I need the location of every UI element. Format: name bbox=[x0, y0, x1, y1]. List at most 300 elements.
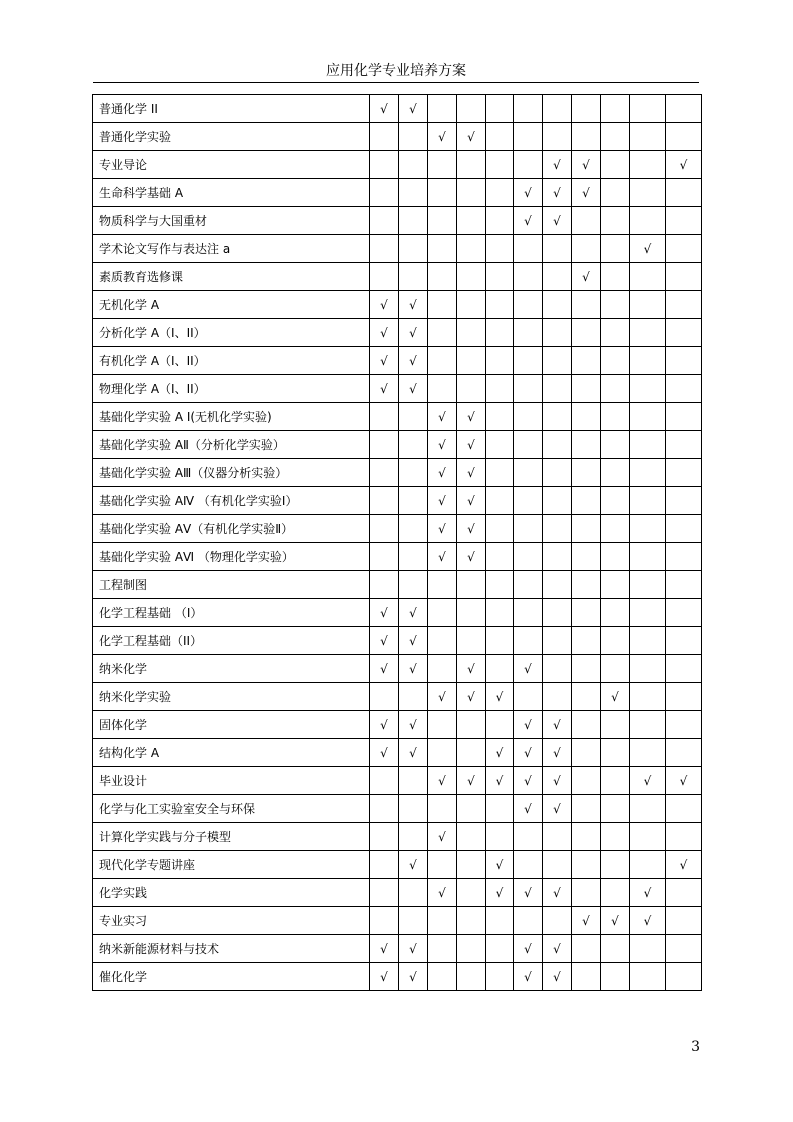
empty-cell bbox=[666, 739, 702, 767]
empty-cell bbox=[630, 263, 666, 291]
check-mark-cell: √ bbox=[399, 627, 428, 655]
empty-cell bbox=[486, 291, 514, 319]
empty-cell bbox=[630, 795, 666, 823]
table-row bbox=[93, 655, 702, 683]
table-row bbox=[93, 235, 702, 263]
empty-cell bbox=[601, 599, 630, 627]
check-mark-cell: √ bbox=[630, 879, 666, 907]
empty-cell bbox=[428, 571, 457, 599]
check-mark-cell: √ bbox=[399, 319, 428, 347]
course-name-cell: 专业实习 bbox=[93, 907, 370, 935]
empty-cell bbox=[601, 711, 630, 739]
course-name-cell: 催化化学 bbox=[93, 963, 370, 991]
empty-cell bbox=[399, 515, 428, 543]
course-name-cell: 分析化学 A（I、II） bbox=[93, 319, 370, 347]
empty-cell bbox=[370, 235, 399, 263]
table-row bbox=[93, 767, 702, 795]
empty-cell bbox=[486, 459, 514, 487]
empty-cell bbox=[572, 823, 601, 851]
empty-cell bbox=[370, 795, 399, 823]
empty-cell bbox=[601, 291, 630, 319]
table-row bbox=[93, 291, 702, 319]
empty-cell bbox=[457, 347, 486, 375]
empty-cell bbox=[370, 767, 399, 795]
check-mark-cell: √ bbox=[457, 515, 486, 543]
check-mark-cell: √ bbox=[666, 151, 702, 179]
check-mark-cell: √ bbox=[514, 207, 543, 235]
empty-cell bbox=[457, 823, 486, 851]
empty-cell bbox=[514, 907, 543, 935]
check-mark-cell: √ bbox=[486, 879, 514, 907]
empty-cell bbox=[601, 823, 630, 851]
empty-cell bbox=[370, 151, 399, 179]
empty-cell bbox=[514, 487, 543, 515]
empty-cell bbox=[630, 403, 666, 431]
empty-cell bbox=[399, 487, 428, 515]
empty-cell bbox=[428, 627, 457, 655]
empty-cell bbox=[666, 123, 702, 151]
empty-cell bbox=[399, 179, 428, 207]
empty-cell bbox=[457, 207, 486, 235]
course-name-cell: 化学工程基础 （I） bbox=[93, 599, 370, 627]
table-row bbox=[93, 95, 702, 123]
empty-cell bbox=[370, 683, 399, 711]
empty-cell bbox=[486, 571, 514, 599]
empty-cell bbox=[543, 627, 572, 655]
empty-cell bbox=[601, 123, 630, 151]
check-mark-cell: √ bbox=[428, 683, 457, 711]
empty-cell bbox=[630, 459, 666, 487]
check-mark-cell: √ bbox=[399, 95, 428, 123]
empty-cell bbox=[666, 347, 702, 375]
empty-cell bbox=[601, 627, 630, 655]
empty-cell bbox=[514, 319, 543, 347]
empty-cell bbox=[457, 963, 486, 991]
check-mark-cell: √ bbox=[428, 431, 457, 459]
course-objective-matrix bbox=[92, 94, 702, 991]
empty-cell bbox=[370, 403, 399, 431]
course-name-cell: 结构化学 A bbox=[93, 739, 370, 767]
empty-cell bbox=[399, 151, 428, 179]
empty-cell bbox=[572, 963, 601, 991]
check-mark-cell: √ bbox=[370, 711, 399, 739]
empty-cell bbox=[601, 879, 630, 907]
check-mark-cell: √ bbox=[486, 739, 514, 767]
empty-cell bbox=[601, 767, 630, 795]
empty-cell bbox=[601, 235, 630, 263]
check-mark-cell: √ bbox=[543, 179, 572, 207]
empty-cell bbox=[514, 823, 543, 851]
empty-cell bbox=[514, 291, 543, 319]
empty-cell bbox=[514, 515, 543, 543]
empty-cell bbox=[428, 95, 457, 123]
empty-cell bbox=[486, 627, 514, 655]
course-name-cell: 生命科学基础 A bbox=[93, 179, 370, 207]
empty-cell bbox=[630, 711, 666, 739]
empty-cell bbox=[601, 739, 630, 767]
empty-cell bbox=[428, 599, 457, 627]
empty-cell bbox=[486, 935, 514, 963]
empty-cell bbox=[428, 291, 457, 319]
empty-cell bbox=[486, 487, 514, 515]
empty-cell bbox=[399, 263, 428, 291]
check-mark-cell: √ bbox=[399, 655, 428, 683]
empty-cell bbox=[630, 151, 666, 179]
check-mark-cell: √ bbox=[370, 739, 399, 767]
empty-cell bbox=[572, 235, 601, 263]
empty-cell bbox=[666, 795, 702, 823]
course-name-cell: 基础化学实验 AⅣ （有机化学实验Ⅰ） bbox=[93, 487, 370, 515]
table-row bbox=[93, 319, 702, 347]
empty-cell bbox=[457, 599, 486, 627]
check-mark-cell: √ bbox=[428, 459, 457, 487]
empty-cell bbox=[457, 879, 486, 907]
empty-cell bbox=[457, 151, 486, 179]
empty-cell bbox=[543, 263, 572, 291]
check-mark-cell: √ bbox=[457, 123, 486, 151]
table-row bbox=[93, 515, 702, 543]
empty-cell bbox=[572, 599, 601, 627]
empty-cell bbox=[543, 319, 572, 347]
empty-cell bbox=[630, 291, 666, 319]
empty-cell bbox=[601, 431, 630, 459]
empty-cell bbox=[666, 235, 702, 263]
empty-cell bbox=[428, 263, 457, 291]
check-mark-cell: √ bbox=[514, 963, 543, 991]
course-name-cell: 计算化学实践与分子模型 bbox=[93, 823, 370, 851]
check-mark-cell: √ bbox=[399, 375, 428, 403]
empty-cell bbox=[543, 235, 572, 263]
empty-cell bbox=[486, 431, 514, 459]
course-name-cell: 纳米化学实验 bbox=[93, 683, 370, 711]
check-mark-cell: √ bbox=[572, 907, 601, 935]
empty-cell bbox=[666, 907, 702, 935]
empty-cell bbox=[486, 151, 514, 179]
empty-cell bbox=[572, 459, 601, 487]
empty-cell bbox=[666, 599, 702, 627]
empty-cell bbox=[543, 599, 572, 627]
empty-cell bbox=[543, 95, 572, 123]
empty-cell bbox=[601, 487, 630, 515]
empty-cell bbox=[666, 403, 702, 431]
check-mark-cell: √ bbox=[457, 459, 486, 487]
empty-cell bbox=[457, 627, 486, 655]
course-name-cell: 纳米新能源材料与技术 bbox=[93, 935, 370, 963]
empty-cell bbox=[457, 935, 486, 963]
check-mark-cell: √ bbox=[428, 823, 457, 851]
empty-cell bbox=[428, 963, 457, 991]
check-mark-cell: √ bbox=[514, 795, 543, 823]
empty-cell bbox=[370, 823, 399, 851]
empty-cell bbox=[630, 347, 666, 375]
course-name-cell: 无机化学 A bbox=[93, 291, 370, 319]
empty-cell bbox=[572, 879, 601, 907]
check-mark-cell: √ bbox=[399, 963, 428, 991]
empty-cell bbox=[486, 515, 514, 543]
empty-cell bbox=[514, 347, 543, 375]
page-header-title: 应用化学专业培养方案 bbox=[93, 60, 699, 83]
empty-cell bbox=[601, 459, 630, 487]
table-row bbox=[93, 459, 702, 487]
check-mark-cell: √ bbox=[543, 151, 572, 179]
course-name-cell: 基础化学实验 AⅤ（有机化学实验Ⅱ） bbox=[93, 515, 370, 543]
check-mark-cell: √ bbox=[370, 375, 399, 403]
check-mark-cell: √ bbox=[399, 851, 428, 879]
check-mark-cell: √ bbox=[666, 767, 702, 795]
check-mark-cell: √ bbox=[370, 655, 399, 683]
check-mark-cell: √ bbox=[370, 627, 399, 655]
check-mark-cell: √ bbox=[428, 487, 457, 515]
empty-cell bbox=[514, 431, 543, 459]
empty-cell bbox=[572, 375, 601, 403]
check-mark-cell: √ bbox=[457, 767, 486, 795]
course-name-cell: 化学实践 bbox=[93, 879, 370, 907]
empty-cell bbox=[543, 123, 572, 151]
empty-cell bbox=[630, 963, 666, 991]
empty-cell bbox=[486, 95, 514, 123]
empty-cell bbox=[572, 95, 601, 123]
empty-cell bbox=[399, 123, 428, 151]
check-mark-cell: √ bbox=[428, 543, 457, 571]
table-row bbox=[93, 823, 702, 851]
course-name-cell: 普通化学实验 bbox=[93, 123, 370, 151]
empty-cell bbox=[428, 179, 457, 207]
empty-cell bbox=[601, 515, 630, 543]
empty-cell bbox=[457, 319, 486, 347]
empty-cell bbox=[486, 711, 514, 739]
course-name-cell: 学术论文写作与表达注 a bbox=[93, 235, 370, 263]
empty-cell bbox=[572, 515, 601, 543]
empty-cell bbox=[666, 655, 702, 683]
empty-cell bbox=[370, 515, 399, 543]
empty-cell bbox=[601, 95, 630, 123]
empty-cell bbox=[543, 403, 572, 431]
empty-cell bbox=[514, 263, 543, 291]
empty-cell bbox=[399, 543, 428, 571]
course-name-cell: 物理化学 A（I、II） bbox=[93, 375, 370, 403]
empty-cell bbox=[630, 935, 666, 963]
course-name-cell: 化学工程基础（II） bbox=[93, 627, 370, 655]
check-mark-cell: √ bbox=[457, 655, 486, 683]
empty-cell bbox=[572, 795, 601, 823]
check-mark-cell: √ bbox=[572, 151, 601, 179]
empty-cell bbox=[370, 543, 399, 571]
check-mark-cell: √ bbox=[543, 879, 572, 907]
empty-cell bbox=[630, 207, 666, 235]
empty-cell bbox=[514, 95, 543, 123]
empty-cell bbox=[514, 403, 543, 431]
empty-cell bbox=[630, 515, 666, 543]
empty-cell bbox=[666, 459, 702, 487]
empty-cell bbox=[399, 571, 428, 599]
empty-cell bbox=[514, 571, 543, 599]
empty-cell bbox=[428, 795, 457, 823]
table-row bbox=[93, 179, 702, 207]
empty-cell bbox=[601, 403, 630, 431]
empty-cell bbox=[543, 459, 572, 487]
table-row bbox=[93, 739, 702, 767]
table-row bbox=[93, 935, 702, 963]
empty-cell bbox=[399, 879, 428, 907]
check-mark-cell: √ bbox=[370, 963, 399, 991]
check-mark-cell: √ bbox=[572, 179, 601, 207]
empty-cell bbox=[428, 655, 457, 683]
empty-cell bbox=[457, 179, 486, 207]
empty-cell bbox=[428, 711, 457, 739]
course-name-cell: 基础化学实验 AⅢ（仪器分析实验） bbox=[93, 459, 370, 487]
empty-cell bbox=[486, 179, 514, 207]
empty-cell bbox=[543, 683, 572, 711]
empty-cell bbox=[543, 571, 572, 599]
empty-cell bbox=[572, 851, 601, 879]
table-row bbox=[93, 571, 702, 599]
empty-cell bbox=[666, 431, 702, 459]
course-name-cell: 工程制图 bbox=[93, 571, 370, 599]
empty-cell bbox=[601, 151, 630, 179]
empty-cell bbox=[457, 851, 486, 879]
empty-cell bbox=[399, 207, 428, 235]
empty-cell bbox=[486, 263, 514, 291]
empty-cell bbox=[666, 823, 702, 851]
check-mark-cell: √ bbox=[572, 263, 601, 291]
empty-cell bbox=[428, 851, 457, 879]
empty-cell bbox=[572, 543, 601, 571]
empty-cell bbox=[666, 179, 702, 207]
empty-cell bbox=[428, 907, 457, 935]
empty-cell bbox=[514, 235, 543, 263]
empty-cell bbox=[572, 683, 601, 711]
check-mark-cell: √ bbox=[543, 711, 572, 739]
empty-cell bbox=[601, 347, 630, 375]
empty-cell bbox=[666, 207, 702, 235]
empty-cell bbox=[543, 823, 572, 851]
empty-cell bbox=[630, 823, 666, 851]
check-mark-cell: √ bbox=[370, 347, 399, 375]
empty-cell bbox=[428, 207, 457, 235]
empty-cell bbox=[601, 935, 630, 963]
check-mark-cell: √ bbox=[457, 431, 486, 459]
empty-cell bbox=[630, 95, 666, 123]
table-row bbox=[93, 431, 702, 459]
empty-cell bbox=[514, 459, 543, 487]
empty-cell bbox=[486, 207, 514, 235]
empty-cell bbox=[370, 571, 399, 599]
empty-cell bbox=[457, 375, 486, 403]
check-mark-cell: √ bbox=[457, 487, 486, 515]
empty-cell bbox=[514, 543, 543, 571]
empty-cell bbox=[486, 655, 514, 683]
empty-cell bbox=[399, 795, 428, 823]
empty-cell bbox=[666, 291, 702, 319]
check-mark-cell: √ bbox=[399, 347, 428, 375]
empty-cell bbox=[399, 767, 428, 795]
empty-cell bbox=[457, 711, 486, 739]
empty-cell bbox=[370, 207, 399, 235]
course-name-cell: 有机化学 A（I、II） bbox=[93, 347, 370, 375]
check-mark-cell: √ bbox=[399, 599, 428, 627]
empty-cell bbox=[666, 543, 702, 571]
empty-cell bbox=[457, 907, 486, 935]
empty-cell bbox=[666, 263, 702, 291]
empty-cell bbox=[666, 879, 702, 907]
table-row bbox=[93, 599, 702, 627]
empty-cell bbox=[601, 655, 630, 683]
empty-cell bbox=[666, 963, 702, 991]
table-row bbox=[93, 263, 702, 291]
empty-cell bbox=[601, 571, 630, 599]
empty-cell bbox=[543, 291, 572, 319]
page-number: 3 bbox=[691, 1039, 700, 1055]
check-mark-cell: √ bbox=[399, 935, 428, 963]
empty-cell bbox=[514, 627, 543, 655]
check-mark-cell: √ bbox=[543, 935, 572, 963]
empty-cell bbox=[601, 543, 630, 571]
empty-cell bbox=[572, 123, 601, 151]
empty-cell bbox=[370, 123, 399, 151]
empty-cell bbox=[666, 627, 702, 655]
empty-cell bbox=[543, 655, 572, 683]
empty-cell bbox=[514, 599, 543, 627]
empty-cell bbox=[514, 123, 543, 151]
empty-cell bbox=[666, 515, 702, 543]
table-row bbox=[93, 851, 702, 879]
empty-cell bbox=[666, 487, 702, 515]
check-mark-cell: √ bbox=[543, 795, 572, 823]
empty-cell bbox=[543, 515, 572, 543]
check-mark-cell: √ bbox=[666, 851, 702, 879]
check-mark-cell: √ bbox=[486, 683, 514, 711]
empty-cell bbox=[572, 487, 601, 515]
check-mark-cell: √ bbox=[514, 179, 543, 207]
empty-cell bbox=[543, 375, 572, 403]
table-row bbox=[93, 347, 702, 375]
empty-cell bbox=[399, 907, 428, 935]
check-mark-cell: √ bbox=[514, 655, 543, 683]
matrix-body bbox=[93, 95, 702, 991]
empty-cell bbox=[630, 543, 666, 571]
course-name-cell: 纳米化学 bbox=[93, 655, 370, 683]
table-row bbox=[93, 487, 702, 515]
check-mark-cell: √ bbox=[428, 403, 457, 431]
empty-cell bbox=[486, 795, 514, 823]
empty-cell bbox=[514, 683, 543, 711]
empty-cell bbox=[399, 683, 428, 711]
empty-cell bbox=[486, 599, 514, 627]
course-name-cell: 毕业设计 bbox=[93, 767, 370, 795]
check-mark-cell: √ bbox=[457, 683, 486, 711]
empty-cell bbox=[543, 487, 572, 515]
empty-cell bbox=[601, 851, 630, 879]
empty-cell bbox=[428, 319, 457, 347]
check-mark-cell: √ bbox=[399, 739, 428, 767]
check-mark-cell: √ bbox=[486, 851, 514, 879]
empty-cell bbox=[601, 179, 630, 207]
empty-cell bbox=[666, 571, 702, 599]
check-mark-cell: √ bbox=[428, 123, 457, 151]
empty-cell bbox=[514, 851, 543, 879]
check-mark-cell: √ bbox=[428, 879, 457, 907]
empty-cell bbox=[399, 403, 428, 431]
empty-cell bbox=[457, 795, 486, 823]
empty-cell bbox=[486, 403, 514, 431]
check-mark-cell: √ bbox=[370, 95, 399, 123]
empty-cell bbox=[370, 879, 399, 907]
empty-cell bbox=[572, 655, 601, 683]
course-name-cell: 现代化学专题讲座 bbox=[93, 851, 370, 879]
empty-cell bbox=[630, 655, 666, 683]
empty-cell bbox=[457, 263, 486, 291]
empty-cell bbox=[601, 207, 630, 235]
